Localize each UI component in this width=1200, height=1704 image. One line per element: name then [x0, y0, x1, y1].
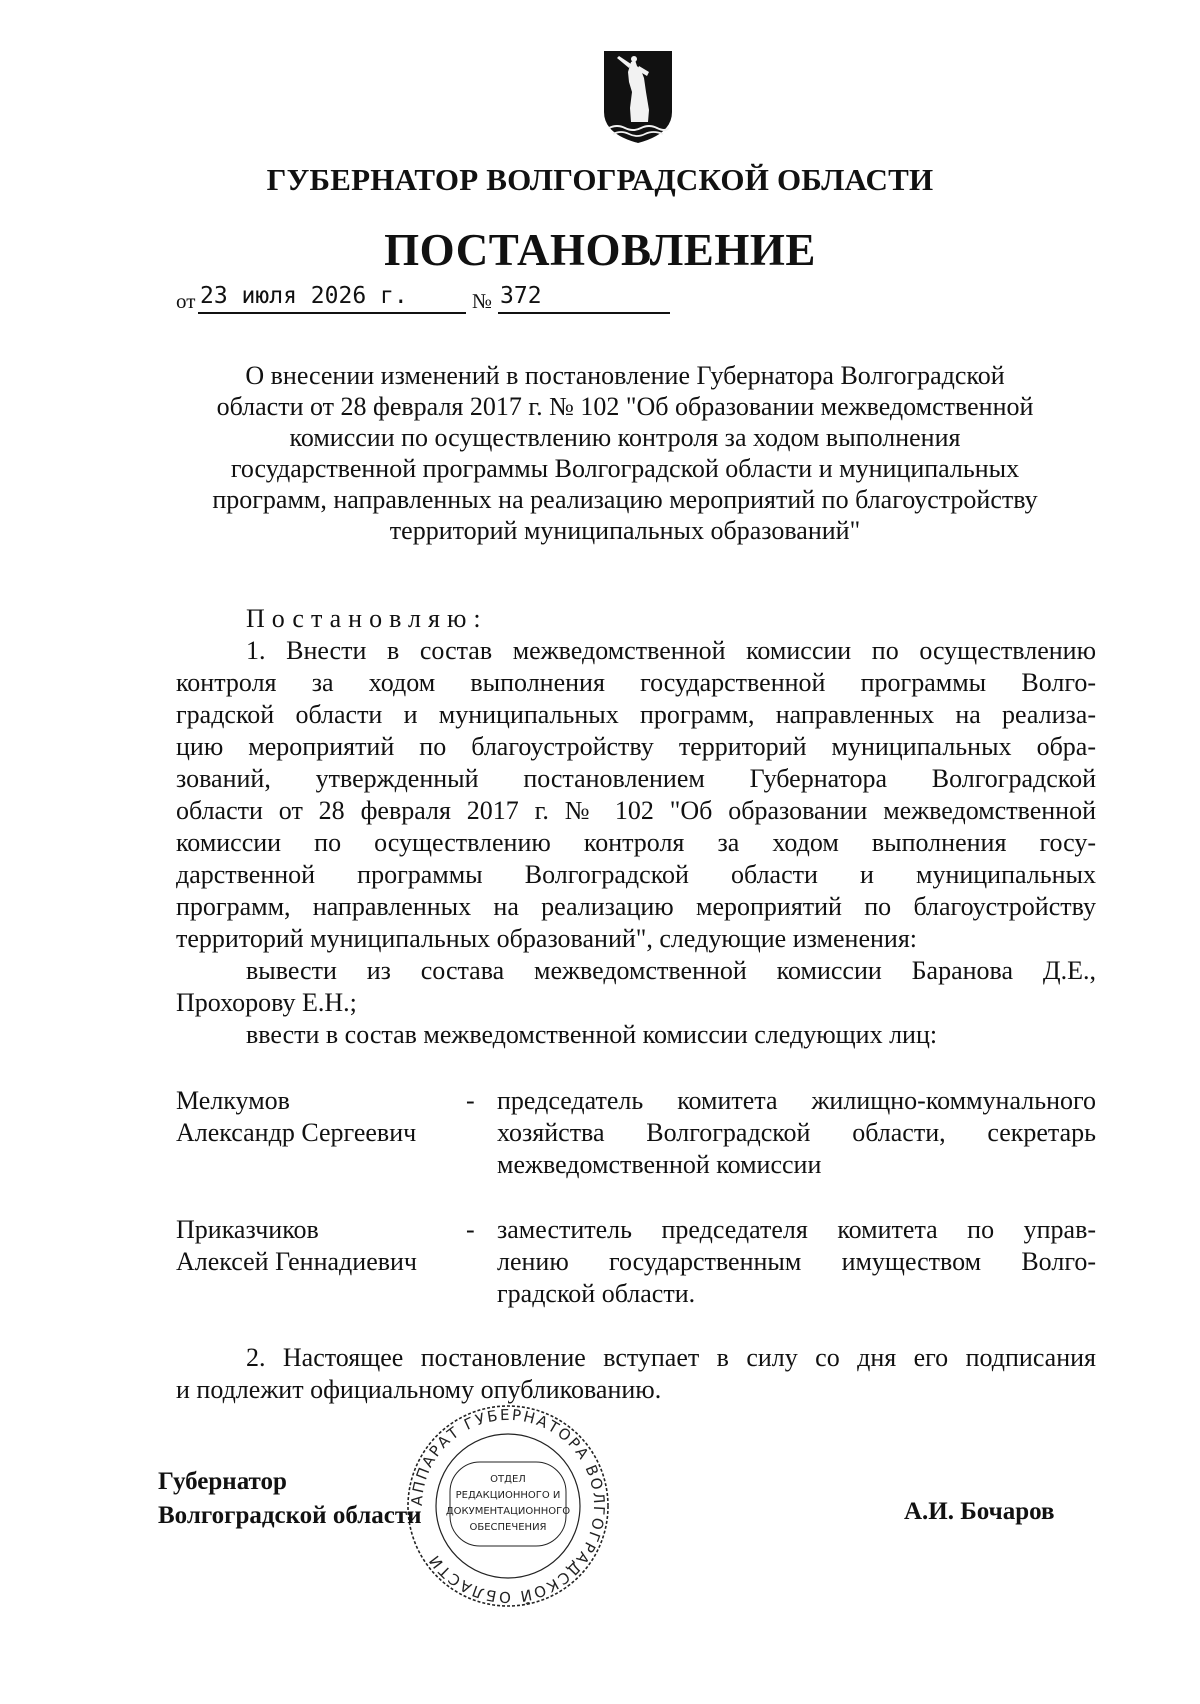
- paragraph-line: градской области и муниципальных программ, направленных на реализа-: [176, 700, 1096, 729]
- remove-line: вывести из состава межведомственной комиссии Баранова Д.Е.,: [246, 956, 1096, 985]
- document-date: 23 июля 2026 г.: [200, 283, 408, 309]
- member-role-line: лению государственным имуществом Волго-: [497, 1247, 1096, 1276]
- member-dash: -: [466, 1086, 475, 1115]
- paragraph-line: контроля за ходом выполнения государственной программы Волго-: [176, 668, 1096, 697]
- round-stamp-icon: [404, 1402, 612, 1610]
- add-intro: ввести в состав межведомственной комиссии следующих лиц:: [246, 1020, 938, 1049]
- signatory-position: Волгоградской области: [158, 1502, 422, 1529]
- coat-of-arms-icon: [601, 48, 675, 146]
- paragraph-line: зований, утвержденный постановлением Губернатора Волгоградской: [176, 764, 1096, 793]
- member-surname: Приказчиков: [176, 1215, 319, 1244]
- date-prefix: от: [176, 289, 196, 313]
- paragraph-line: территорий муниципальных образований", следующие изменения:: [176, 924, 917, 953]
- signatory-name: А.И. Бочаров: [904, 1498, 1055, 1525]
- svg-text:АППАРАТ ГУБЕРНАТОРА ВОЛГОГРАДС: АППАРАТ ГУБЕРНАТОРА ВОЛГОГРАДСКОЙ ОБЛАСТИ: [407, 1405, 609, 1607]
- svg-text:РЕДАКЦИОННОГО И: РЕДАКЦИОННОГО И: [455, 1490, 561, 1501]
- member-role-line: межведомственной комиссии: [497, 1150, 822, 1179]
- subject-line: программ, направленных на реализацию мероприятий по благоустройству: [212, 485, 1038, 514]
- date-number-line: [176, 283, 696, 319]
- paragraph-line: программ, направленных на реализацию мероприятий по благоустройству: [176, 892, 1096, 921]
- issuer-title: ГУБЕРНАТОР ВОЛГОГРАДСКОЙ ОБЛАСТИ: [266, 162, 934, 197]
- member-role-line: хозяйства Волгоградской области, секретарь: [497, 1118, 1096, 1147]
- paragraph-line: комиссии по осуществлению контроля за ходом выполнения госу-: [176, 828, 1096, 857]
- paragraph-line: 1. Внести в состав межведомственной комиссии по осуществлению: [246, 636, 1096, 665]
- member-role-line: градской области.: [497, 1279, 696, 1308]
- document-type: ПОСТАНОВЛЕНИЕ: [384, 225, 816, 275]
- subject-line: области от 28 февраля 2017 г. № 102 "Об образовании межведомственной: [216, 392, 1034, 421]
- member-role-line: председатель комитета жилищно-коммунального: [497, 1086, 1096, 1115]
- number-underline: [498, 312, 670, 314]
- member-given-name: Александр Сергеевич: [176, 1118, 417, 1147]
- paragraph-line: дарственной программы Волгоградской области и муниципальных: [176, 860, 1096, 889]
- document-number: 372: [500, 283, 542, 309]
- subject-line: территорий муниципальных образований": [389, 516, 861, 545]
- paragraph-line: и подлежит официальному опубликованию.: [176, 1375, 662, 1404]
- svg-text:ДОКУМЕНТАЦИОННОГО: ДОКУМЕНТАЦИОННОГО: [445, 1506, 571, 1517]
- paragraph-line: цию мероприятий по благоустройству территорий муниципальных обра-: [176, 732, 1096, 761]
- svg-text:ОБЕСПЕЧЕНИЯ: ОБЕСПЕЧЕНИЯ: [469, 1522, 547, 1533]
- paragraph-line: области от 28 февраля 2017 г. № 102 "Об образовании межведомственной: [176, 796, 1096, 825]
- decree-word: Постановляю:: [246, 604, 488, 633]
- subject-block: [160, 360, 1090, 546]
- paragraph-line: 2. Настоящее постановление вступает в силу со дня его подписания: [246, 1343, 1096, 1372]
- member-role-line: заместитель председателя комитета по управ-: [497, 1215, 1096, 1244]
- subject-line: О внесении изменений в постановление Губернатора Волгоградской: [245, 361, 1005, 390]
- member-given-name: Алексей Геннадиевич: [176, 1247, 417, 1276]
- date-underline: [198, 312, 466, 314]
- svg-text:ОТДЕЛ: ОТДЕЛ: [490, 1474, 526, 1485]
- member-surname: Мелкумов: [176, 1086, 290, 1115]
- member-dash: -: [466, 1215, 475, 1244]
- subject-line: комиссии по осуществлению контроля за ходом выполнения: [289, 423, 961, 452]
- subject-line: государственной программы Волгоградской области и муниципальных: [230, 454, 1020, 483]
- number-prefix: №: [472, 289, 493, 313]
- signatory-position: Губернатор: [158, 1468, 287, 1495]
- remove-line: Прохорову Е.Н.;: [176, 988, 357, 1017]
